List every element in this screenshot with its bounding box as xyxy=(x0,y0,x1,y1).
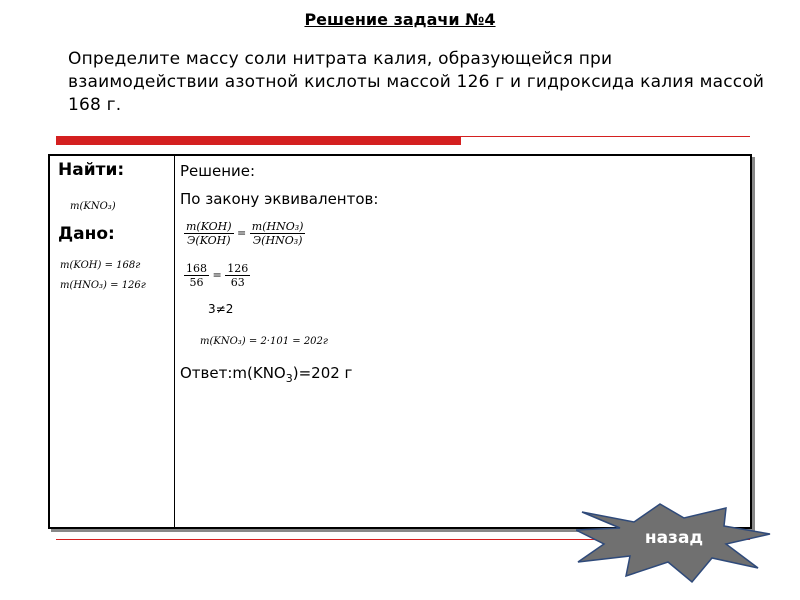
frac1-numerator: m(KOH) xyxy=(186,220,232,233)
n1-denominator: 56 xyxy=(189,276,204,289)
frac2-numerator: m(HNO₃) xyxy=(251,220,304,233)
page-title: Решение задачи №4 xyxy=(304,10,496,29)
answer-subscript: 3 xyxy=(285,372,293,385)
find-formula: m(KNO₃) xyxy=(70,201,116,212)
frac2-denominator: Э(HNO₃) xyxy=(252,234,303,247)
calc-line: m(KNO₃) = 2·101 = 202г xyxy=(200,336,328,347)
solution-table xyxy=(48,154,752,529)
answer-line xyxy=(180,364,352,385)
equals-sign-2: = xyxy=(212,268,222,282)
frac1-denominator: Э(KOH) xyxy=(187,234,231,247)
n1-numerator: 168 xyxy=(186,262,207,275)
given-label: Дано: xyxy=(58,224,115,244)
inequality: 3≠2 xyxy=(208,302,234,316)
back-button[interactable] xyxy=(576,502,772,584)
solution-label: Решение: xyxy=(180,162,256,180)
find-label: Найти: xyxy=(58,160,125,180)
law-text: По закону эквивалентов: xyxy=(180,190,379,208)
problem-statement: Определите массу соли нитрата калия, образующейся при взаимодействии азотной кислоты массой 126 г и гидроксида калия массой 168 г. xyxy=(68,49,765,115)
answer-suffix: )=202 г xyxy=(292,364,353,382)
numeric-equation xyxy=(184,262,250,289)
n2-numerator: 126 xyxy=(227,262,249,275)
back-label[interactable]: назад xyxy=(644,528,704,548)
answer-prefix: Ответ:m(KNO xyxy=(180,364,286,382)
given-hno3: m(HNO₃) = 126г xyxy=(60,280,146,291)
column-divider xyxy=(174,156,175,527)
equals-sign: = xyxy=(237,226,247,240)
n2-denominator: 63 xyxy=(230,276,245,289)
accent-bar xyxy=(56,137,461,145)
given-koh: m(KOH) = 168г xyxy=(60,260,141,271)
equivalents-equation xyxy=(184,220,305,247)
